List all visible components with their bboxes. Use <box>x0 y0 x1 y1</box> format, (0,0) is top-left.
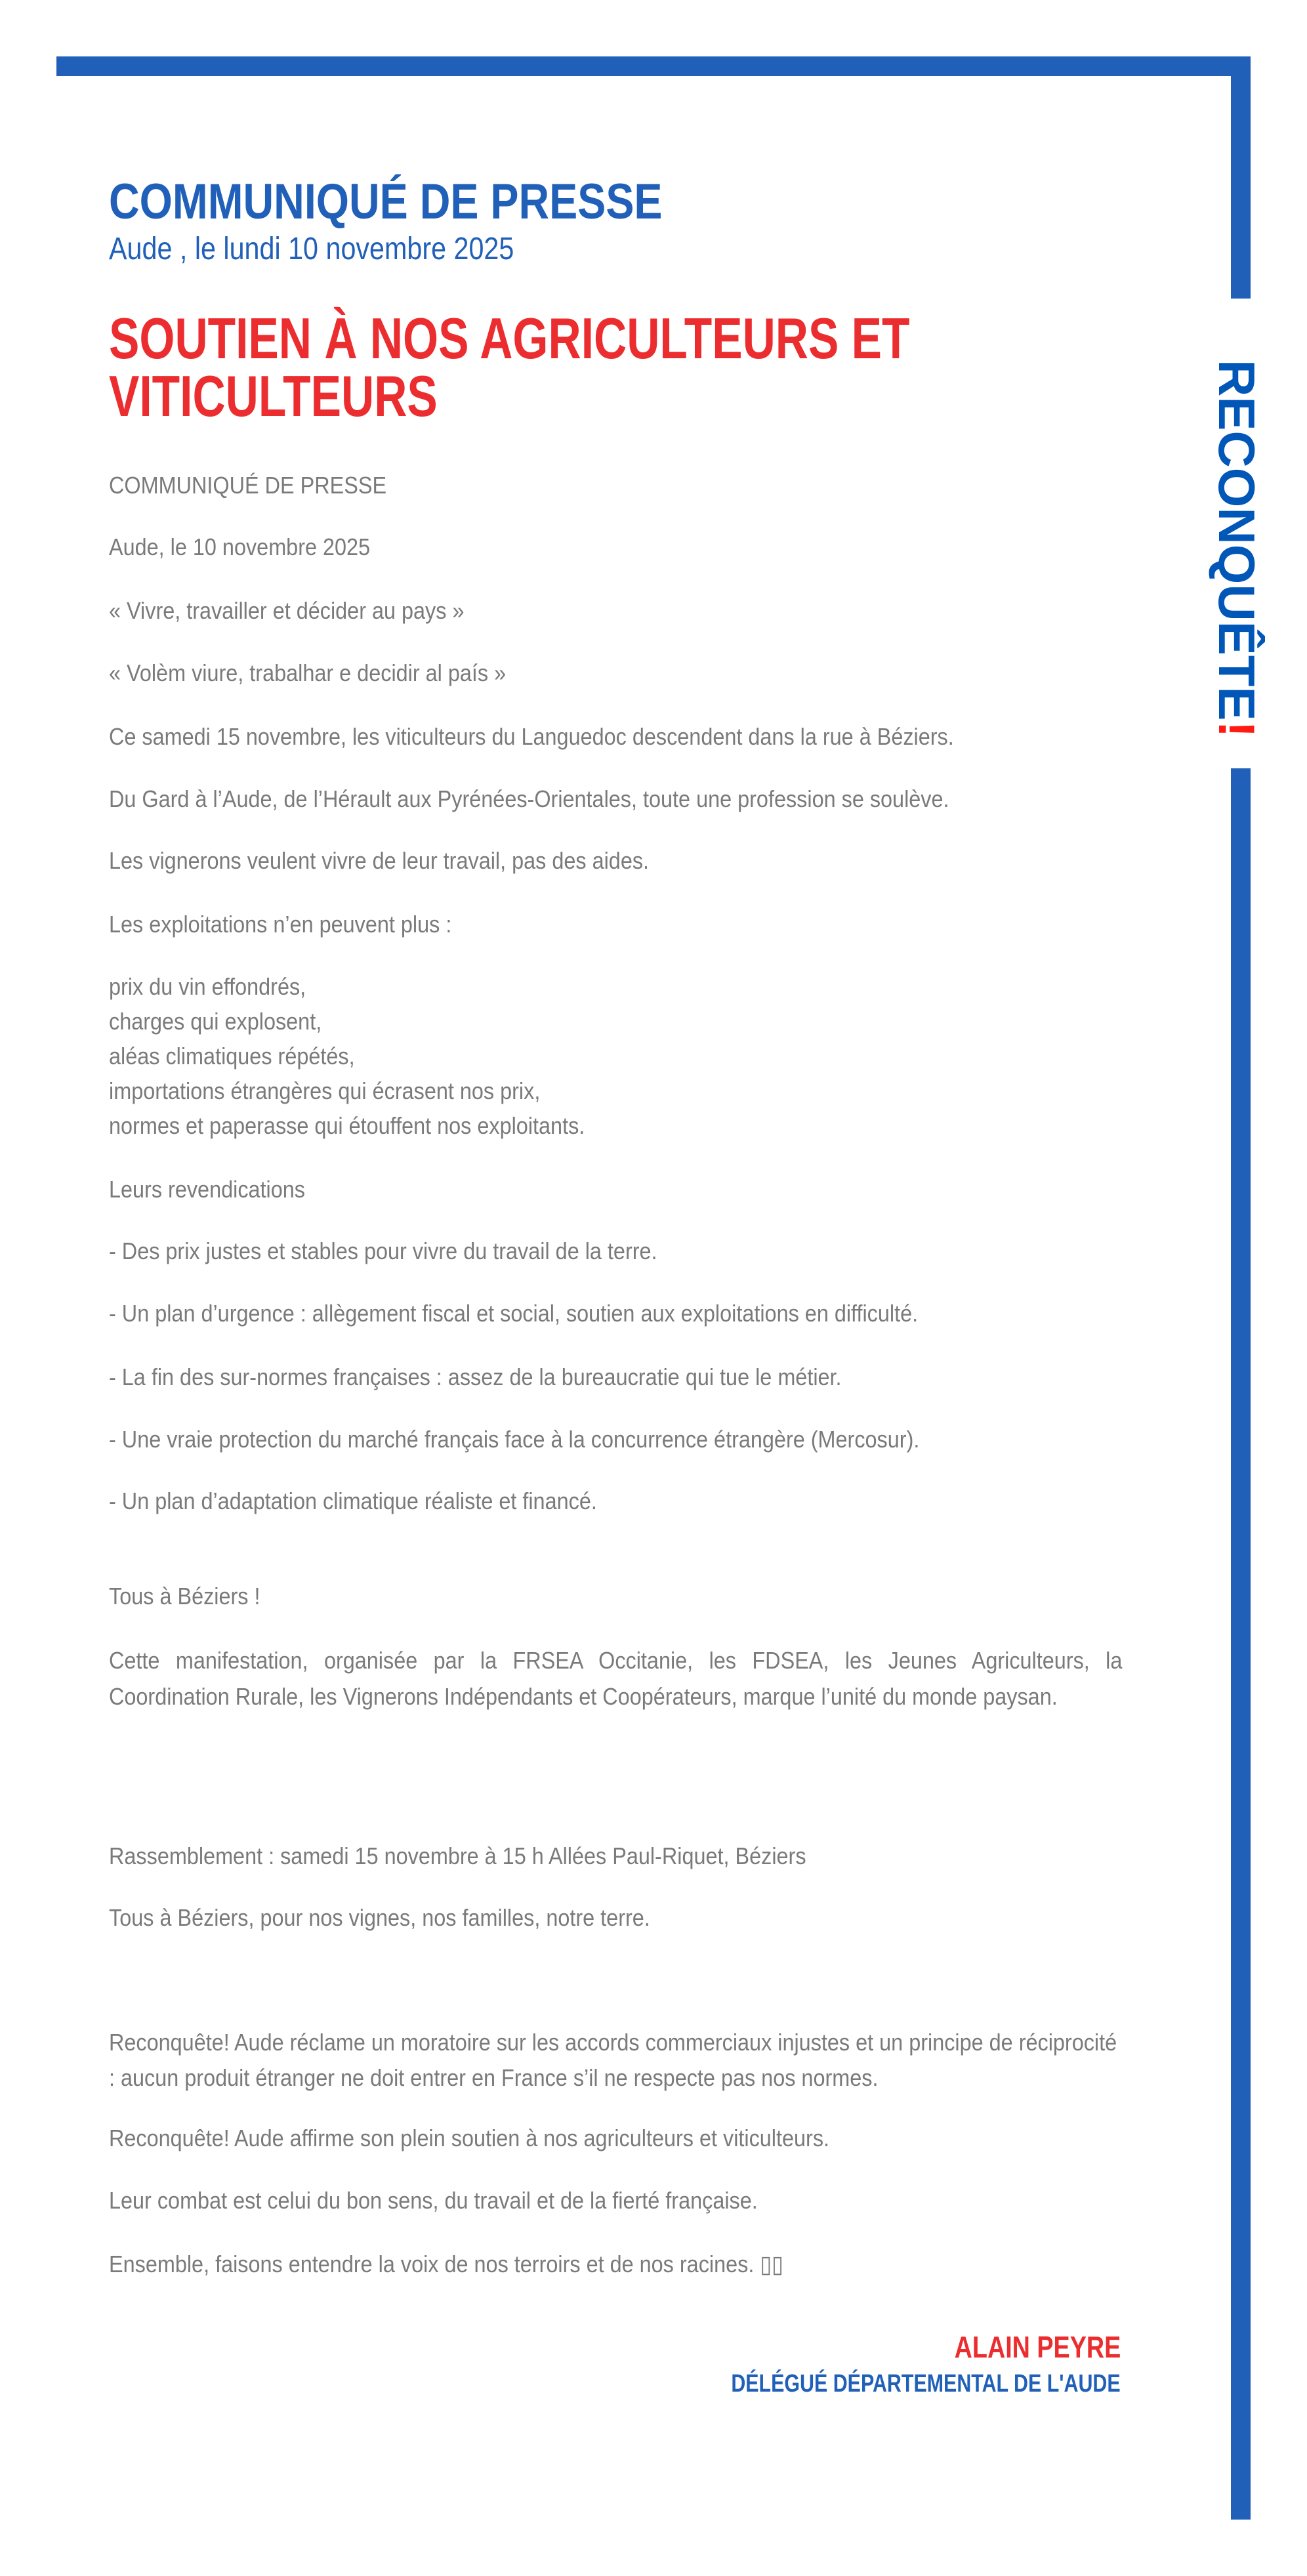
signature-name: ALAIN PEYRE <box>954 2330 1121 2364</box>
paragraph: Tous à Béziers ! <box>109 1583 260 1610</box>
demand-item: - Des prix justes et stables pour vivre du travail de la terre. <box>109 1237 657 1264</box>
frame-right-bar-lower <box>1231 768 1251 2520</box>
demand-item: - Un plan d’urgence : allègement fiscal et social, soutien aux exploitations en difficulté. <box>109 1300 919 1327</box>
paragraph: Ce samedi 15 novembre, les viticulteurs du Languedoc descendent dans la rue à Béziers. <box>109 723 954 750</box>
paragraph: Les exploitations n’en peuvent plus : <box>109 911 452 938</box>
list-item: charges qui explosent, <box>109 1008 322 1035</box>
press-release-kicker: COMMUNIQUÉ DE PRESSE <box>109 174 663 230</box>
paragraph: Reconquête! Aude réclame un moratoire sur les accords commerciaux injustes et un principe de réciprocité : aucun produit étranger ne doit entrer en France s’il ne respecte pas nos normes. <box>109 2029 1117 2091</box>
paragraph: Leur combat est celui du bon sens, du travail et de la fierté française. <box>109 2187 758 2214</box>
logo-exclamation: ! <box>1208 720 1266 738</box>
paragraph: Aude, le 10 novembre 2025 <box>109 533 371 560</box>
paragraph: Les vignerons veulent vivre de leur travail, pas des aides. <box>109 847 650 874</box>
demand-item: - La fin des sur-normes françaises : assez de la bureaucratie qui tue le métier. <box>109 1363 842 1390</box>
problems-list <box>109 969 1122 1143</box>
frame-top-bar <box>56 56 1251 76</box>
frame-right-bar-upper <box>1231 56 1251 299</box>
paragraph: « Vivre, travailler et décider au pays » <box>109 597 465 624</box>
release-date: Aude , le lundi 10 novembre 2025 <box>109 232 514 266</box>
reconquete-logo <box>1208 360 1266 738</box>
paragraph: Tous à Béziers, pour nos vignes, nos familles, notre terre. <box>109 1904 650 1931</box>
title-line-1: SOUTIEN À NOS AGRICULTEURS ET <box>109 306 910 371</box>
demand-item: - Un plan d’adaptation climatique réaliste et financé. <box>109 1487 597 1514</box>
signature-role: DÉLÉGUÉ DÉPARTEMENTAL DE L'AUDE <box>731 2370 1121 2398</box>
logo-text: RECONQUÊTE <box>1208 360 1266 721</box>
paragraph: Leurs revendications <box>109 1176 305 1203</box>
title-line-2: VITICULTEURS <box>109 364 438 428</box>
list-item: normes et paperasse qui étouffent nos exploitants. <box>109 1112 585 1139</box>
demand-item: - Une vraie protection du marché français face à la concurrence étrangère (Mercosur). <box>109 1426 920 1453</box>
list-item: aléas climatiques répétés, <box>109 1043 355 1070</box>
list-item: importations étrangères qui écrasent nos prix, <box>109 1077 541 1104</box>
list-item: prix du vin effondrés, <box>109 973 306 1000</box>
page-title <box>109 306 910 428</box>
paragraph: Ensemble, faisons entendre la voix de nos terroirs et de nos racines. ▯▯ <box>109 2251 783 2277</box>
paragraph: « Volèm viure, trabalhar e decidir al país » <box>109 659 507 686</box>
paragraph: COMMUNIQUÉ DE PRESSE <box>109 472 387 499</box>
paragraph: Rassemblement : samedi 15 novembre à 15 h Allées Paul-Riquet, Béziers <box>109 1842 806 1869</box>
paragraph: Du Gard à l’Aude, de l’Hérault aux Pyrénées-Orientales, toute une profession se soulève. <box>109 785 949 812</box>
paragraph: Cette manifestation, organisée par la FRSEA Occitanie, les FDSEA, les Jeunes Agriculteurs, la Coordination Rurale, les Vignerons Indépendants et Coopérateurs, marque l’unité du monde paysan. <box>109 1647 1123 1710</box>
paragraph: Reconquête! Aude affirme son plein soutien à nos agriculteurs et viticulteurs. <box>109 2125 830 2151</box>
